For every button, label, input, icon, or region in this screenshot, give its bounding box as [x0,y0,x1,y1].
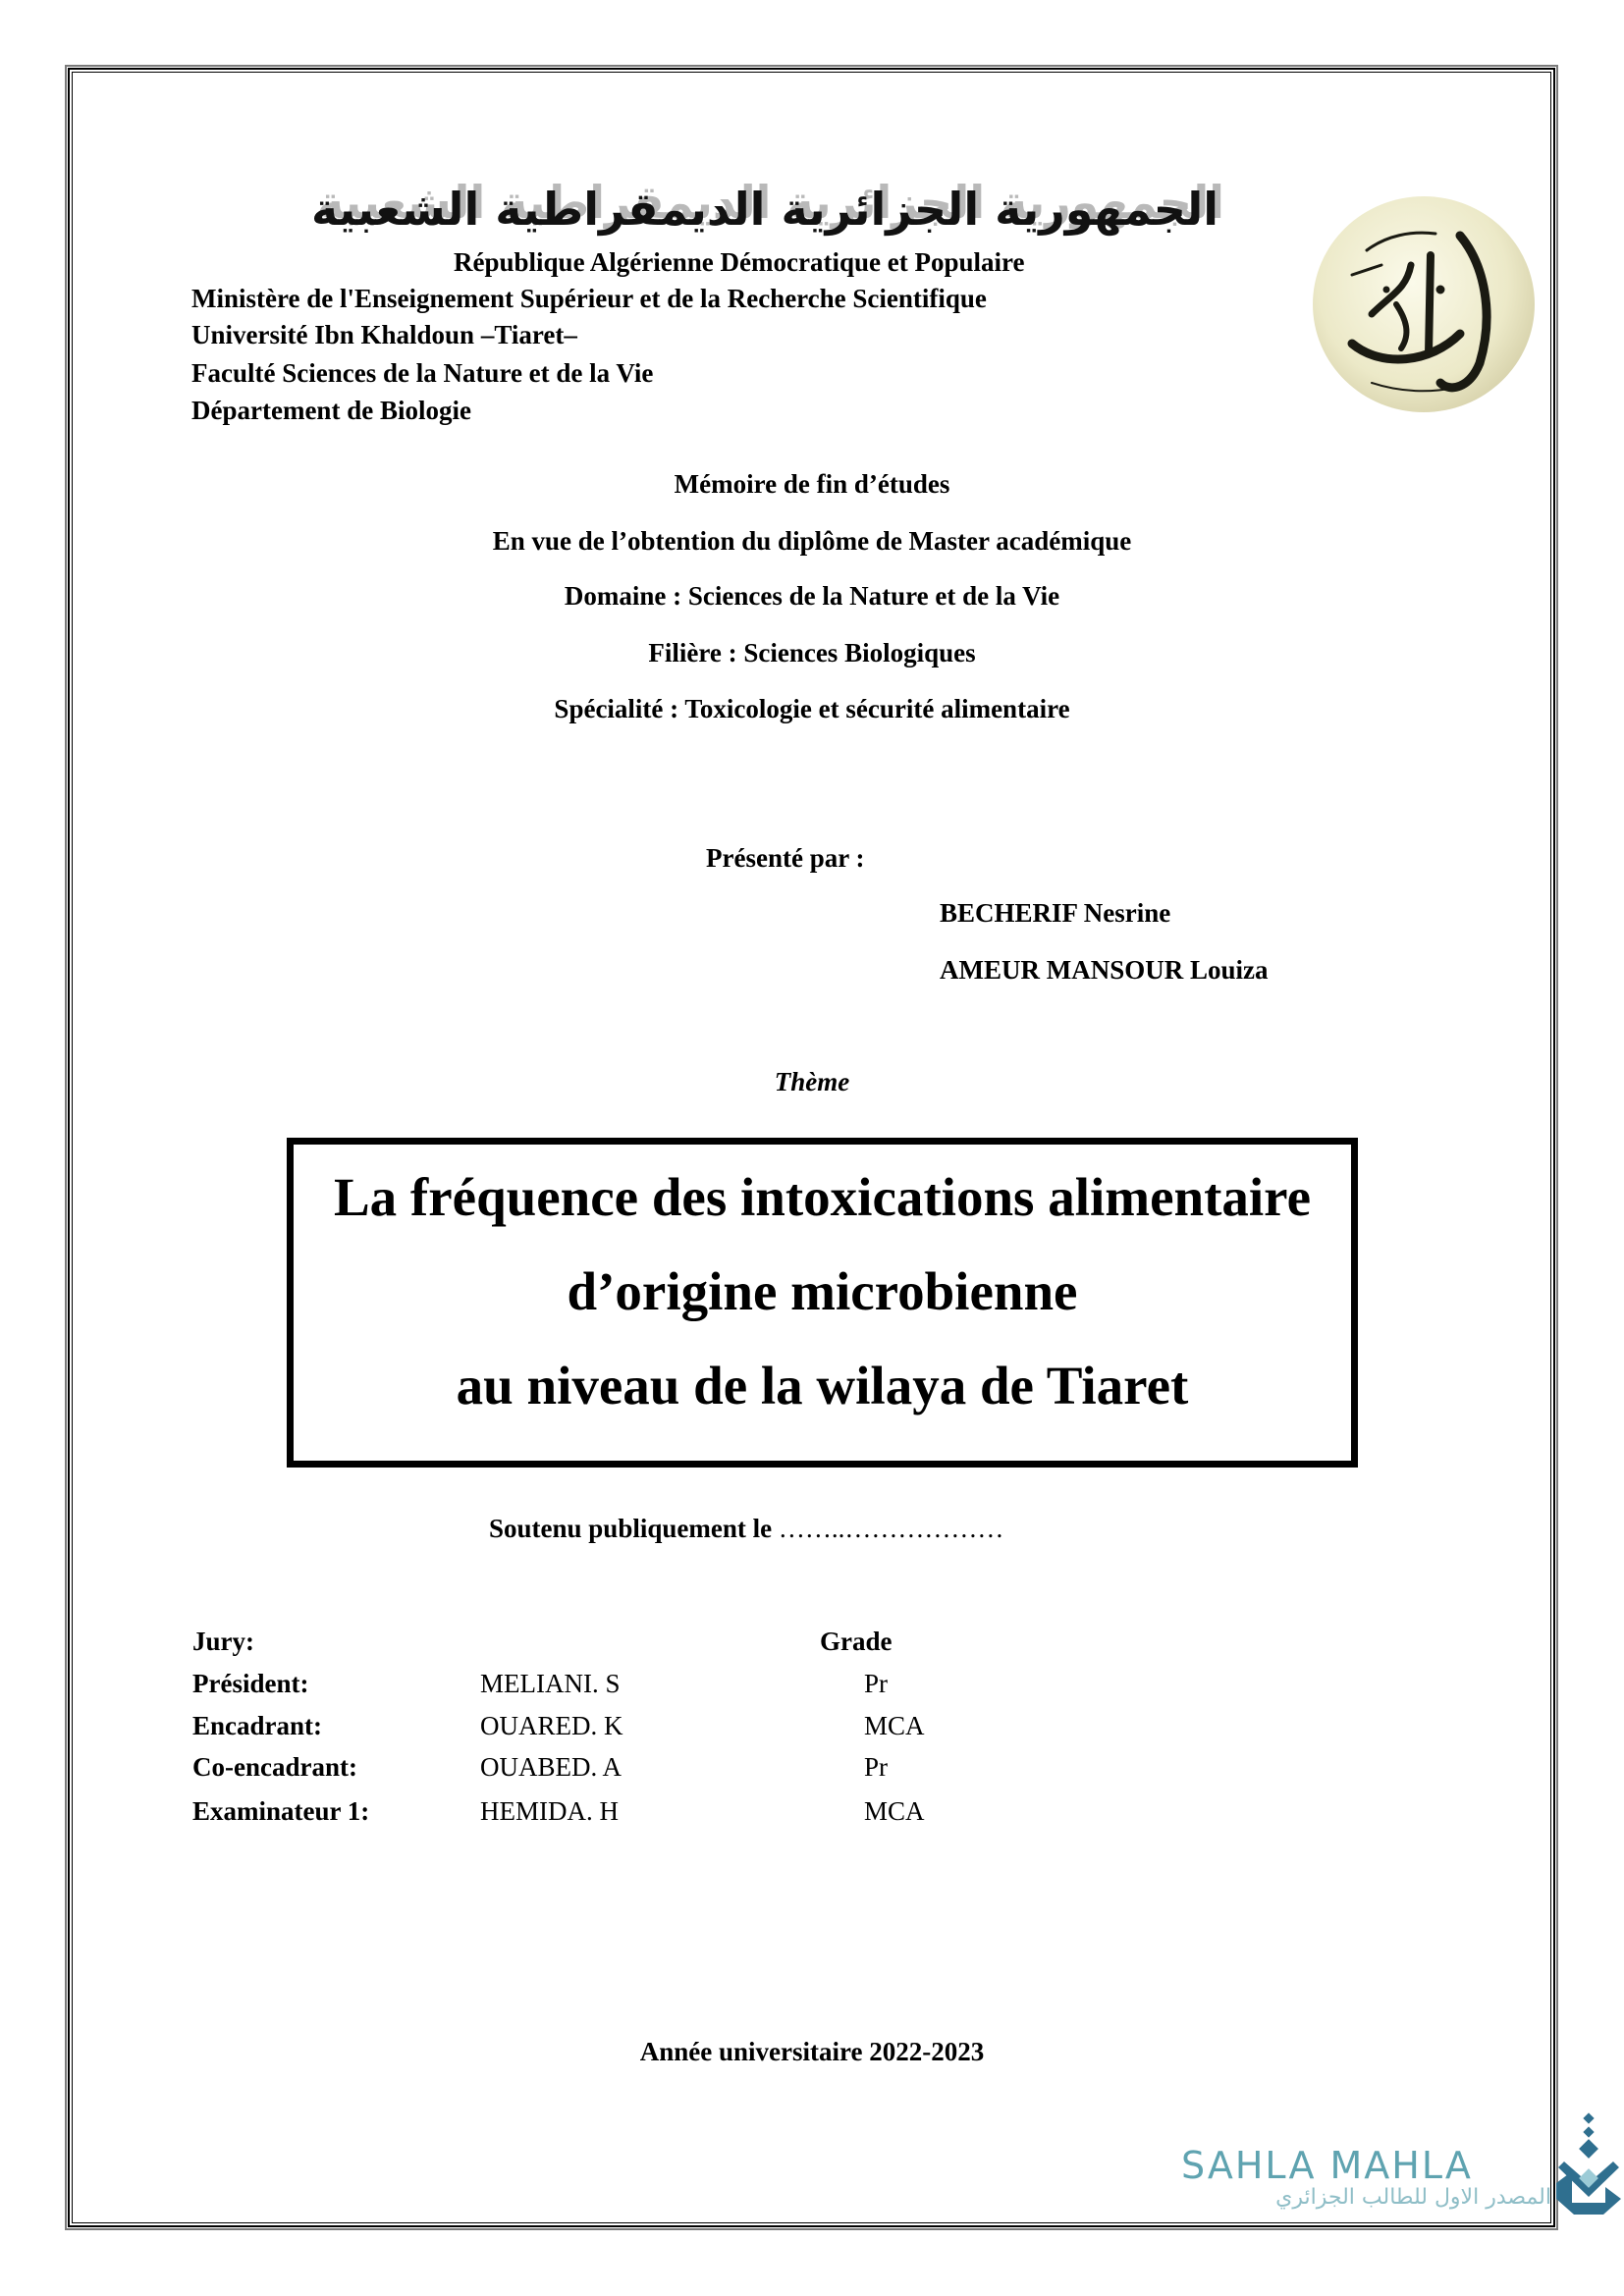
sahla-mahla-logo-icon [1554,2112,1623,2216]
author-name: BECHERIF Nesrine [940,898,1171,928]
jury-name: OUABED. A [480,1752,623,1782]
domaine-label: Domaine : Sciences de la Nature et de la Vie [564,581,1060,611]
jury-role: Co-encadrant: [192,1752,357,1782]
republic-name: République Algérienne Démocratique et Populaire [454,247,1025,277]
arabic-republic-title: الجمهورية الجزائرية الديمقراطية الشعبية [310,183,1218,236]
defense-line [489,1513,1003,1544]
sahla-mahla-tagline: المصدر الاول للطالب الجزائري [1275,2185,1551,2210]
jury-role: Examinateur 1: [192,1796,370,1826]
university-name: Université Ibn Khaldoun –Tiaret– [191,320,577,349]
jury-grade: MCA [864,1711,925,1740]
jury-name: MELIANI. S [480,1669,621,1698]
ministry-name: Ministère de l'Enseignement Supérieur et de la Recherche Scientifique [191,284,987,313]
degree-label: En vue de l’obtention du diplôme de Master académique [492,526,1132,556]
presented-by-label: Présenté par : [706,843,865,873]
sahla-mahla-brand: SAHLA MAHLA [1181,2144,1473,2187]
jury-grade: MCA [864,1796,925,1826]
jury-grade: Pr [864,1752,889,1782]
theme-label: Thème [774,1067,850,1096]
jury-role: Président: [192,1669,309,1698]
faculty-name: Faculté Sciences de la Nature et de la Vie [191,358,654,388]
jury-role: Encadrant: [192,1711,323,1740]
calligraphy-seal-icon [1313,196,1535,412]
thesis-title-box [287,1138,1358,1468]
author-name: AMEUR MANSOUR Louiza [940,955,1269,985]
university-seal-logo [1313,196,1535,412]
department-name: Département de Biologie [191,396,471,425]
jury-name: HEMIDA. H [480,1796,619,1826]
jury-name: OUARED. K [480,1711,623,1740]
specialite-label: Spécialité : Toxicologie et sécurité alimentaire [554,694,1070,723]
filiere-label: Filière : Sciences Biologiques [648,638,976,667]
thesis-title-line: La fréquence des intoxications alimentaire [334,1167,1311,1227]
grade-header-label: Grade [820,1627,893,1656]
memoire-label: Mémoire de fin d’études [674,469,950,499]
thesis-title-line: d’origine microbienne [567,1261,1078,1321]
jury-grade: Pr [864,1669,889,1698]
defense-label: Soutenu publiquement le [489,1514,773,1543]
jury-header-label: Jury: [192,1627,254,1656]
defense-date-placeholder: ……..……………… [778,1514,1004,1543]
thesis-title-line: au niveau de la wilaya de Tiaret [456,1356,1189,1415]
academic-year: Année universitaire 2022-2023 [639,2037,985,2066]
